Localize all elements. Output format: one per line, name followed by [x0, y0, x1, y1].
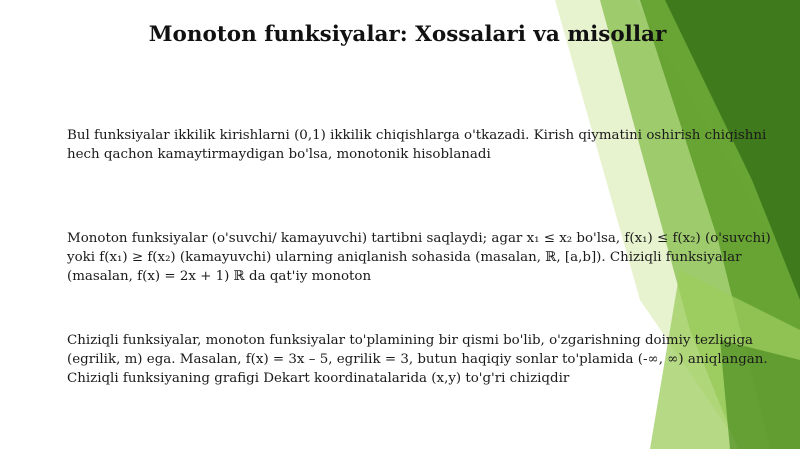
- paragraph-monotone-properties: Monoton funksiyalar (o'suvchi/ kamayuvchi) tartibni saqlaydi; agar x₁ ≤ x₂ bo'lsa, f(x₁) ≤ f(x₂) (o'suvchi) yoki f(x₁) ≥ f(x₂) (kamayuvchi) ularning aniqlanish sohasida (masalan, ℝ, [a,b]). Chiziqli funksiyalar (masalan, f(x) = 2x + 1) ℝ da qat'iy monoton: [67, 231, 771, 284]
- paragraph-definition: Bul funksiyalar ikkilik kirishlarni (0,1) ikkilik chiqishlarga o'tkazadi. Kirish qiymatini oshirish chiqishni hech qachon kamaytirmaydigan bo'lsa, monotonik hisoblanadi: [67, 128, 767, 162]
- slide-title: Monoton funksiyalar: Xossalari va misollar: [148, 22, 667, 47]
- paragraph-linear-functions: Chiziqli funksiyalar, monoton funksiyalar to'plamining bir qismi bo'lib, o'zgarishning doimiy tezligiga (egrilik, m) ega. Masalan, f(x) = 3x – 5, egrilik = 3, butun haqiqiy sonlar to'plamida (-∞, ∞) aniqlangan. Chiziqli funksiyaning grafigi Dekart koordinatalarida (x,y) to'g'ri chiziqdir: [67, 333, 768, 386]
